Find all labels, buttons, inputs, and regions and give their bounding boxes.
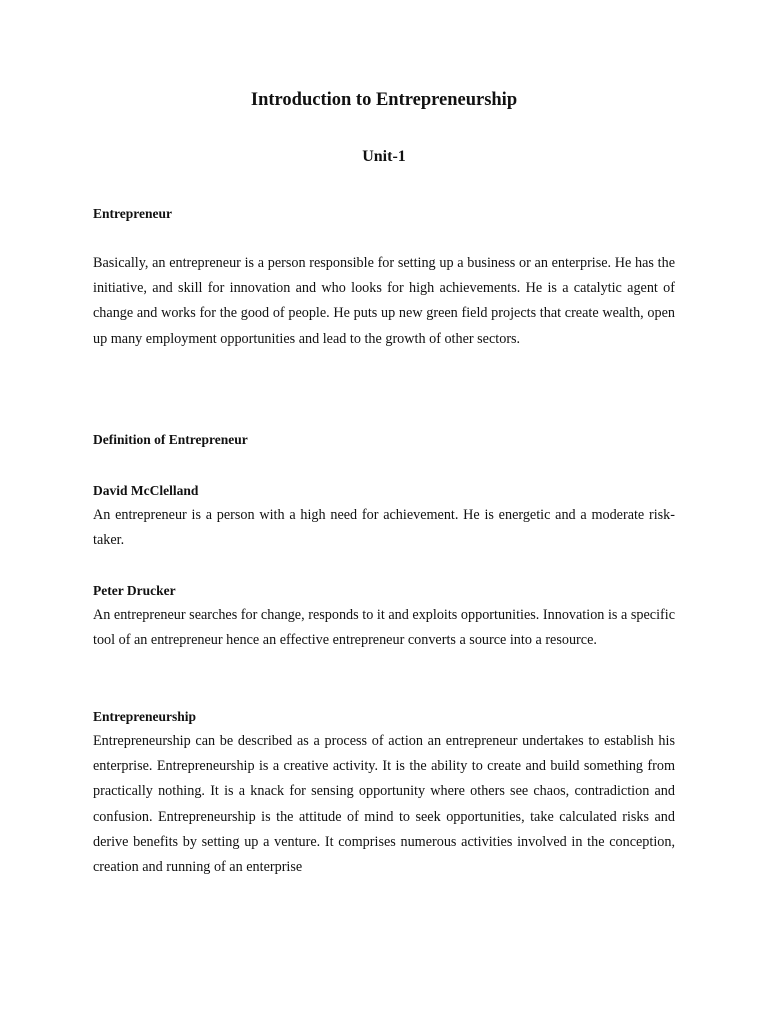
- section-paragraph: Basically, an entrepreneur is a person responsible for setting up a business or an enterprise. He has the initiative, and skill for innovation and who looks for high achievements. He is a catalytic agent of change and works for the good of people. He puts up new green field projects that create wealth, open up many employment opportunities and lead to the growth of other sectors.: [93, 255, 675, 347]
- section-entrepreneurship-body: [93, 729, 675, 880]
- section-mcclelland: [93, 481, 675, 501]
- section-heading: David McClelland: [93, 483, 199, 498]
- section-entrepreneur: [93, 204, 675, 224]
- section-definition: [93, 430, 675, 450]
- section-heading: Entrepreneurship: [93, 709, 197, 724]
- section-paragraph: An entrepreneur searches for change, responds to it and exploits opportunities. Innovation is a specific tool of an entrepreneur hence an effective entrepreneur converts a source into a resource.: [93, 607, 675, 649]
- section-mcclelland-body: [93, 503, 675, 553]
- section-paragraph: Entrepreneurship can be described as a process of action an entrepreneur undertakes to establish his enterprise. Entrepreneurship is a creative activity. It is the ability to create and build something from practically nothing. It is a knack for sensing opportunity where others see chaos, contradiction and confusion. Entrepreneurship is the attitude of mind to seek opportunities, take calculated risks and derive benefits by setting up a venture. It comprises numerous activities involved in the conception, creation and running of an enterprise: [93, 733, 675, 876]
- document-title: Introduction to Entrepreneurship: [250, 90, 518, 110]
- section-heading: Peter Drucker: [93, 583, 176, 598]
- section-paragraph: An entrepreneur is a person with a high need for achievement. He is energetic and a moderate risk-taker.: [93, 507, 675, 549]
- section-drucker: [93, 581, 675, 601]
- section-drucker-body: [93, 603, 675, 653]
- section-heading: Entrepreneur: [93, 206, 172, 221]
- unit-label: Unit-1: [362, 148, 406, 165]
- section-entrepreneurship: [93, 707, 675, 727]
- section-entrepreneur-body: [93, 251, 675, 352]
- section-heading: Definition of Entrepreneur: [93, 432, 248, 447]
